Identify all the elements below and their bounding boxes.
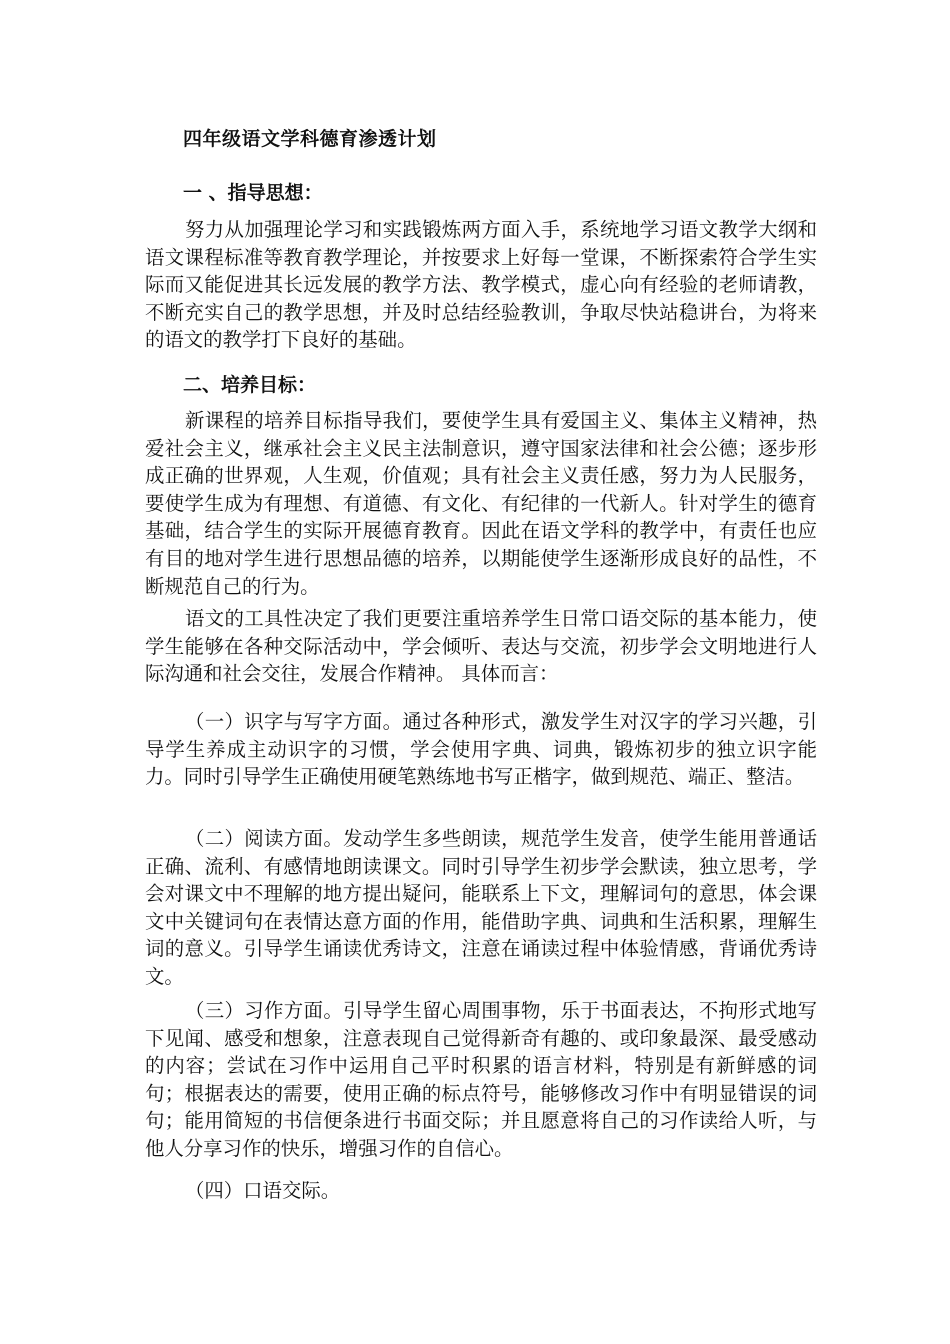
section-heading-training-goals: 二、培养目标：	[183, 374, 317, 396]
paragraph-guiding-thought: 努力从加强理论学习和实践锻炼两方面入手，系统地学习语文教学大纲和语文课程标准等教育教学理论，并按要求上好每一堂课，不断探索符合学生实际而又能促进其长远发展的教学方法、教学模式，虚心向有经验的老师请教，不断充实自己的教学思想，并及时总结经验教训，争取尽快站稳讲台，为将来的语文的教学打下良好的基础。	[145, 218, 817, 352]
document-title: 四年级语文学科德育渗透计划	[183, 128, 437, 150]
paragraph-reading: （二）阅读方面。发动学生多些朗读，规范学生发音，使学生能用普通话正确、流利、有感情地朗读课文。同时引导学生初步学会默读，独立思考，学会对课文中不理解的地方提出疑问，能联系上下文，理解词句的意思，体会课文中关键词句在表情达意方面的作用，能借助字典、词典和生活积累，理解生词的意义。引导学生诵读优秀诗文，注意在诵读过程中体验情感，背诵优秀诗文。	[145, 827, 817, 988]
paragraph-composition: （三）习作方面。引导学生留心周围事物，乐于书面表达，不拘形式地写下见闻、感受和想象，注意表现自己觉得新奇有趣的、或印象最深、最受感动的内容；尝试在习作中运用自己平时积累的语言材料，特别是有新鲜感的词句；根据表达的需要，使用正确的标点符号，能够修改习作中有明显错误的词句；能用简短的书信便条进行书面交际；并且愿意将自己的习作读给人听，与他人分享习作的快乐，增强习作的自信心。	[145, 999, 817, 1160]
paragraph-literacy-writing: （一）识字与写字方面。通过各种形式，激发学生对汉字的学习兴趣，引导学生养成主动识字的习惯，学会使用字典、词典，锻炼初步的独立识字能力。同时引导学生正确使用硬笔熟练地书写正楷字，做到规范、端正、整洁。	[145, 710, 817, 789]
paragraph-training-goals: 新课程的培养目标指导我们，要使学生具有爱国主义、集体主义精神，热爱社会主义，继承社会主义民主法制意识，遵守国家法律和社会公德；逐步形成正确的世界观，人生观，价值观；具有社会主义责任感，努力为人民服务，要使学生成为有理想、有道德、有文化、有纪律的一代新人。针对学生的德育基础，结合学生的实际开展德育教育。因此在语文学科的教学中，有责任也应有目的地对学生进行思想品德的培养，以期能使学生逐渐形成良好的品性，不断规范自己的行为。	[145, 409, 817, 598]
section-heading-guiding-thought: 一 、指导思想：	[183, 182, 323, 204]
subsection-oral-communication: （四）口语交际。	[185, 1179, 341, 1202]
paragraph-language-tool: 语文的工具性决定了我们更要注重培养学生日常口语交际的基本能力，使学生能够在各种交际活动中，学会倾听、表达与交流，初步学会文明地进行人际沟通和社会交往，发展合作精神。 具体而言：	[145, 607, 817, 686]
